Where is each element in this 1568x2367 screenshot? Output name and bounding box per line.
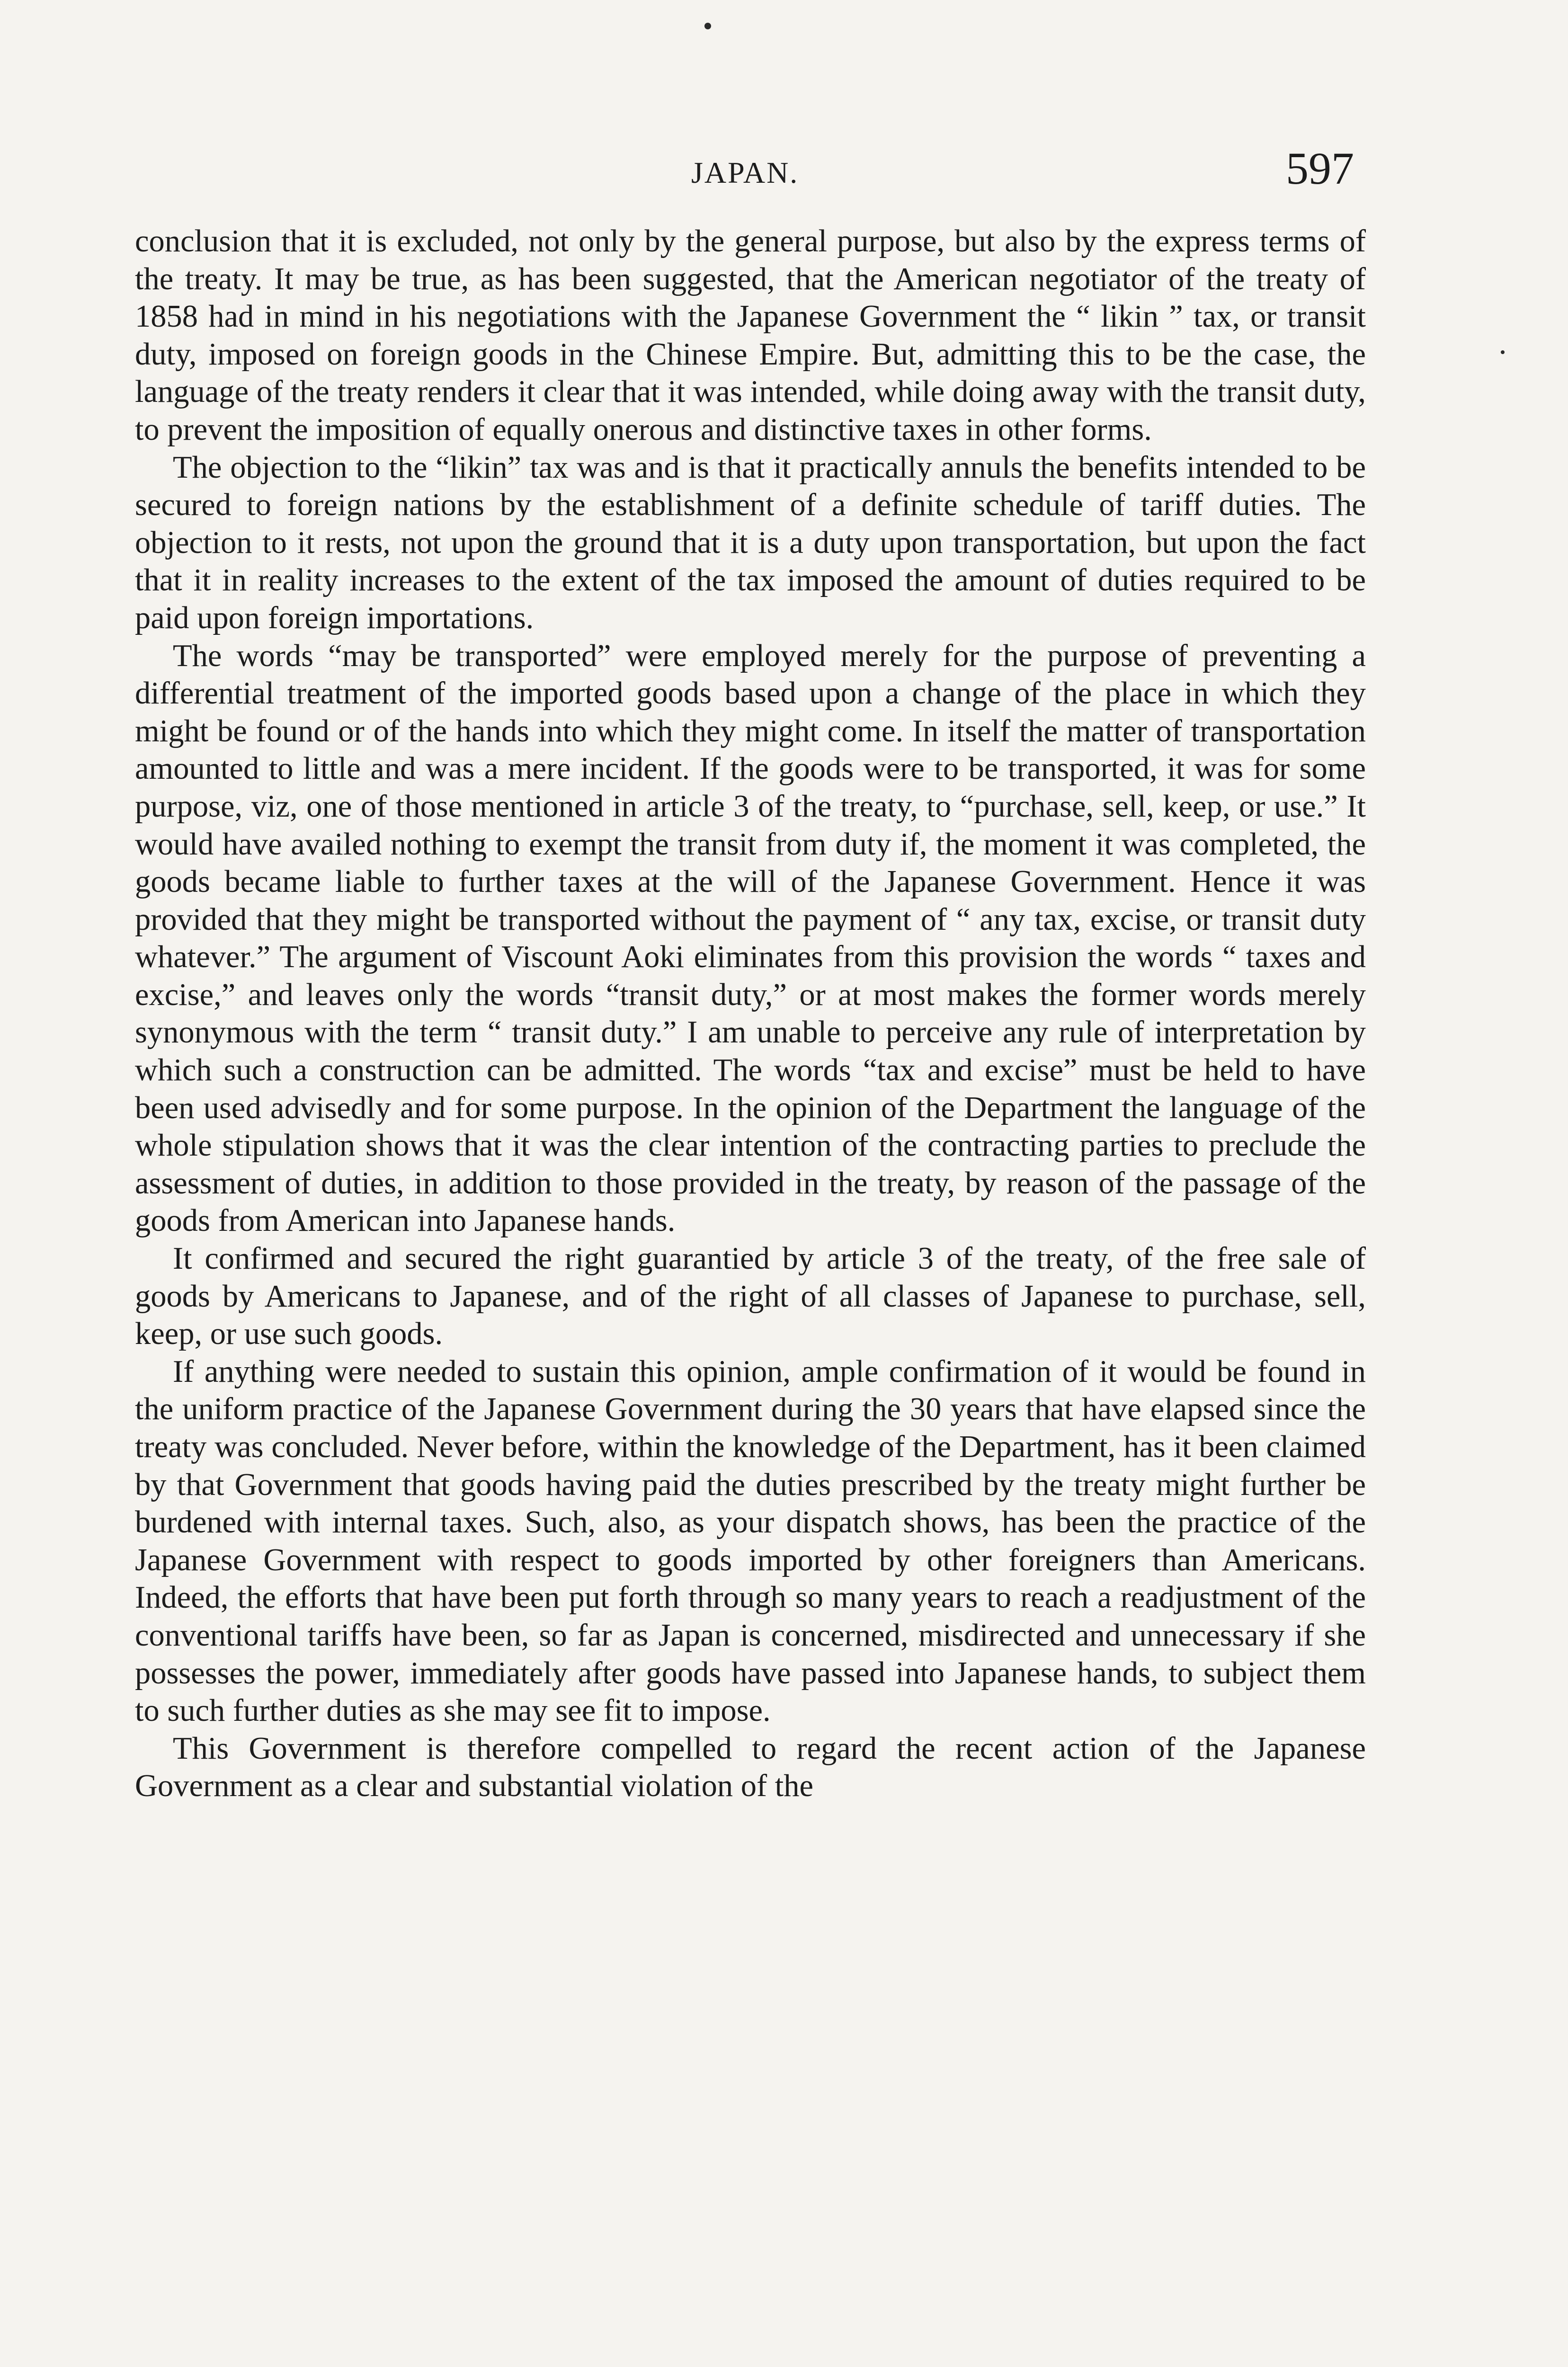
paragraph-likin-objection: The objection to the “likin” tax was and is that it practically annuls the benefits intended to be secured to foreign nations by the establishment of a definite schedule of tariff duties. The objection to it rests, not upon the ground that it is a duty upon transportation, but upon the fact that it in reality increases to the extent of the tax imposed the amount of duties required to be paid upon foreign importations.: [135, 450, 1366, 635]
running-head: [133, 142, 1363, 194]
paragraph-continued: conclusion that it is excluded, not only by the general purpose, but also by the express terms of the treaty. It may be true, as has been suggested, that the American negotiator of the treaty of 1858 had in mind in his negotiations with the Japanese Government the “ likin ” tax, or transit duty, imposed on foreign goods in the Chinese Empire. But, admitting this to be the case, the language of the treaty renders it clear that it was intended, while doing away with the transit duty, to prevent the imposition of equally onerous and distinctive taxes in other forms.: [135, 224, 1366, 447]
paragraph-violation: This Government is therefore compelled to regard the recent action of the Japanese Government as a clear and substantial violation of the: [135, 1731, 1366, 1804]
print-speck-top: [704, 23, 711, 29]
running-title: JAPAN.: [691, 156, 799, 189]
page-number: 597: [1286, 143, 1354, 194]
body-text: [135, 222, 1366, 1805]
paragraph-may-be-transported: The words “may be transported” were employed merely for the purpose of preventing a differential treatment of the imported goods based upon a change of the place in which they might be found or of the hands into which they might come. In itself the matter of transportation amounted to little and was a mere incident. If the goods were to be transported, it was for some purpose, viz, one of those mentioned in article 3 of the treaty, to “purchase, sell, keep, or use.” It would have availed nothing to exempt the transit from duty if, the moment it was completed, the goods became liable to further taxes at the will of the Japanese Government. Hence it was provided that they might be transported without the payment of “ any tax, excise, or transit duty whatever.” The argument of Viscount Aoki eliminates from this provision the words “ taxes and excise,” and leaves only the words “transit duty,” or at most makes the former words merely synonymous with the term “ transit duty.” I am unable to perceive any rule of interpretation by which such a construction can be admitted. The words “tax and excise” must be held to have been used advisedly and for some purpose. In the opinion of the Department the language of the whole stipulation shows that it was the clear intention of the contracting parties to preclude the assessment of duties, in addition to those provided in the treaty, by reason of the passage of the goods from American into Japanese hands.: [135, 638, 1366, 1238]
paragraph-article-3: It confirmed and secured the right guarantied by article 3 of the treaty, of the free sale of goods by Americans to Japanese, and of the right of all classes of Japanese to purchase, sell, keep, or use such goods.: [135, 1241, 1366, 1352]
paragraph-uniform-practice: If anything were needed to sustain this opinion, ample confirmation of it would be found in the uniform practice of the Japanese Government during the 30 years that have elapsed since the treaty was concluded. Never before, within the knowledge of the Department, has it been claimed by that Government that goods having paid the duties prescribed by the treaty might further be burdened with internal taxes. Such, also, as your dispatch shows, has been the practice of the Japanese Government with respect to goods imported by other foreigners than Americans. Indeed, the efforts that have been put forth through so many years to reach a readjustment of the conventional tariffs have been, so far as Japan is concerned, misdirected and unnecessary if she possesses the power, immediately after goods have passed into Japanese hands, to subject them to such further duties as she may see fit to impose.: [135, 1354, 1366, 1728]
print-speck-margin: [1501, 350, 1505, 354]
